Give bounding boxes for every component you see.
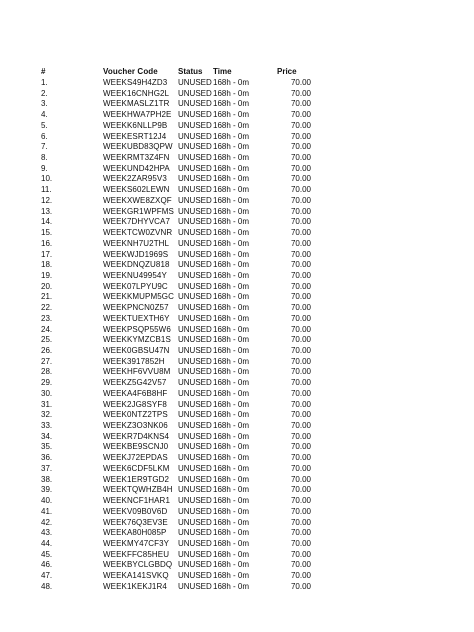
table-row	[0, 496, 474, 506]
voucher-code: WEEKTUEXTH6Y	[103, 313, 170, 323]
time: 168h - 0m	[213, 528, 250, 538]
voucher-code: WEEKGR1WPFMS	[103, 206, 174, 216]
status: UNUSED	[178, 410, 212, 420]
row-number: 39.	[41, 485, 53, 495]
table-row	[0, 442, 474, 452]
price: 70.00	[290, 560, 311, 570]
voucher-code: WEEKA80H085P	[103, 528, 167, 538]
price: 70.00	[290, 281, 311, 291]
voucher-code: WEEKESRT12J4	[103, 131, 167, 141]
time: 168h - 0m	[213, 517, 250, 527]
time: 168h - 0m	[213, 549, 250, 559]
table-row	[0, 357, 474, 367]
status: UNUSED	[178, 238, 212, 248]
voucher-code: WEEKBE9SCNJ0	[103, 442, 169, 452]
time: 168h - 0m	[213, 442, 250, 452]
table-row	[0, 453, 474, 463]
time: 168h - 0m	[213, 538, 250, 548]
status: UNUSED	[178, 206, 212, 216]
time: 168h - 0m	[213, 378, 250, 388]
status: UNUSED	[178, 270, 212, 280]
table-row	[0, 99, 474, 109]
time: 168h - 0m	[213, 185, 250, 195]
status: UNUSED	[178, 153, 212, 163]
price: 70.00	[290, 463, 311, 473]
price: 70.00	[290, 410, 311, 420]
header-price: Price	[277, 67, 297, 76]
price: 70.00	[290, 78, 311, 87]
voucher-code: WEEKKMUPM5GC	[103, 292, 174, 302]
row-number: 12.	[41, 195, 53, 205]
row-number: 48.	[41, 581, 53, 591]
row-number: 21.	[41, 292, 53, 302]
time: 168h - 0m	[213, 260, 250, 270]
status: UNUSED	[178, 356, 212, 366]
time: 168h - 0m	[213, 399, 250, 409]
table-row	[0, 550, 474, 560]
time: 168h - 0m	[213, 142, 250, 152]
row-number: 47.	[41, 571, 53, 581]
time: 168h - 0m	[213, 120, 250, 130]
time: 168h - 0m	[213, 571, 250, 581]
time: 168h - 0m	[213, 88, 250, 98]
price: 70.00	[290, 346, 311, 355]
row-number: 23.	[41, 313, 53, 323]
time: 168h - 0m	[213, 474, 250, 484]
time: 168h - 0m	[213, 99, 250, 109]
status: UNUSED	[178, 292, 212, 302]
time: 168h - 0m	[213, 131, 250, 141]
table-row	[0, 164, 474, 174]
price: 70.00	[290, 378, 311, 388]
price: 70.00	[290, 217, 311, 227]
price: 70.00	[290, 313, 311, 323]
table-row	[0, 582, 474, 592]
status: UNUSED	[178, 88, 212, 98]
table-row	[0, 292, 474, 302]
price: 70.00	[290, 485, 311, 495]
time: 168h - 0m	[213, 195, 250, 205]
row-number: 17.	[41, 249, 53, 259]
status: UNUSED	[178, 324, 212, 334]
price: 70.00	[290, 421, 311, 431]
voucher-code: WEEKHF6VVU8M	[103, 367, 171, 377]
price: 70.00	[290, 388, 311, 398]
voucher-code: WEEK1ER9TGD2	[103, 474, 170, 484]
voucher-code: WEEK6CDF5LKM	[103, 463, 170, 473]
status: UNUSED	[178, 174, 212, 184]
table-row	[0, 196, 474, 206]
table-row	[0, 432, 474, 442]
price: 70.00	[290, 292, 311, 302]
price: 70.00	[290, 474, 311, 484]
time: 168h - 0m	[213, 110, 250, 120]
status: UNUSED	[178, 217, 212, 227]
price: 70.00	[290, 367, 311, 377]
time: 168h - 0m	[213, 292, 250, 302]
time: 168h - 0m	[213, 335, 250, 345]
table-header	[0, 67, 474, 77]
row-number: 13.	[41, 206, 53, 216]
price: 70.00	[290, 335, 311, 345]
price: 70.00	[290, 453, 311, 463]
time: 168h - 0m	[213, 485, 250, 495]
voucher-code: WEEKS49H4ZD3	[103, 78, 168, 87]
price: 70.00	[290, 185, 311, 195]
time: 168h - 0m	[213, 324, 250, 334]
voucher-code: WEEKPNCN0Z57	[103, 303, 169, 313]
price: 70.00	[290, 99, 311, 109]
status: UNUSED	[178, 506, 212, 516]
table-row	[0, 389, 474, 399]
table-row	[0, 325, 474, 335]
row-number: 27.	[41, 356, 53, 366]
time: 168h - 0m	[213, 388, 250, 398]
price: 70.00	[290, 260, 311, 270]
voucher-code: WEEKPSQP55W6	[103, 324, 171, 334]
voucher-code: WEEKMASLZ1TR	[103, 99, 170, 109]
table-row	[0, 314, 474, 324]
status: UNUSED	[178, 185, 212, 195]
status: UNUSED	[178, 346, 212, 355]
status: UNUSED	[178, 474, 212, 484]
voucher-code: WEEK16CNHG2L	[103, 88, 170, 98]
price: 70.00	[290, 303, 311, 313]
status: UNUSED	[178, 249, 212, 259]
row-number: 43.	[41, 528, 53, 538]
row-number: 7.	[41, 142, 48, 152]
row-number: 15.	[41, 228, 53, 238]
price: 70.00	[290, 431, 311, 441]
table-row	[0, 89, 474, 99]
table-row	[0, 78, 474, 88]
row-number: 28.	[41, 367, 53, 377]
status: UNUSED	[178, 110, 212, 120]
status: UNUSED	[178, 78, 212, 87]
table-row	[0, 421, 474, 431]
row-number: 9.	[41, 163, 48, 173]
price: 70.00	[290, 174, 311, 184]
voucher-code: WEEKJ72EPDAS	[103, 453, 168, 463]
status: UNUSED	[178, 388, 212, 398]
table-row	[0, 303, 474, 313]
status: UNUSED	[178, 99, 212, 109]
time: 168h - 0m	[213, 496, 250, 506]
time: 168h - 0m	[213, 174, 250, 184]
price: 70.00	[290, 238, 311, 248]
status: UNUSED	[178, 421, 212, 431]
row-number: 36.	[41, 453, 53, 463]
table-row	[0, 271, 474, 281]
table-row	[0, 367, 474, 377]
table-row	[0, 250, 474, 260]
status: UNUSED	[178, 581, 212, 591]
row-number: 31.	[41, 399, 53, 409]
voucher-code: WEEKNCF1HAR1	[103, 496, 170, 506]
price: 70.00	[290, 506, 311, 516]
time: 168h - 0m	[213, 238, 250, 248]
voucher-code: WEEKTCW0ZVNR	[103, 228, 173, 238]
price: 70.00	[290, 88, 311, 98]
row-number: 41.	[41, 506, 53, 516]
status: UNUSED	[178, 399, 212, 409]
table-row	[0, 485, 474, 495]
row-number: 42.	[41, 517, 53, 527]
row-number: 5.	[41, 120, 48, 130]
time: 168h - 0m	[213, 270, 250, 280]
table-row	[0, 207, 474, 217]
voucher-code: WEEKR7D4KNS4	[103, 431, 170, 441]
price: 70.00	[290, 270, 311, 280]
time: 168h - 0m	[213, 153, 250, 163]
row-number: 4.	[41, 110, 48, 120]
row-number: 46.	[41, 560, 53, 570]
row-number: 37.	[41, 463, 53, 473]
voucher-code: WEEKXWE8ZXQF	[103, 195, 172, 205]
voucher-code: WEEKNU49954Y	[103, 270, 167, 280]
status: UNUSED	[178, 538, 212, 548]
header-time: Time	[213, 67, 232, 76]
status: UNUSED	[178, 303, 212, 313]
table-row	[0, 400, 474, 410]
voucher-code: WEEKA4F6B8HF	[103, 388, 168, 398]
time: 168h - 0m	[213, 367, 250, 377]
row-number: 18.	[41, 260, 53, 270]
voucher-code: WEEKKYMZCB1S	[103, 335, 171, 345]
header-num: #	[41, 67, 46, 76]
price: 70.00	[290, 249, 311, 259]
table-row	[0, 410, 474, 420]
row-number: 45.	[41, 549, 53, 559]
table-row	[0, 110, 474, 120]
time: 168h - 0m	[213, 206, 250, 216]
row-number: 6.	[41, 131, 48, 141]
price: 70.00	[290, 528, 311, 538]
time: 168h - 0m	[213, 217, 250, 227]
status: UNUSED	[178, 281, 212, 291]
status: UNUSED	[178, 560, 212, 570]
voucher-code: WEEKMY47CF3Y	[103, 538, 170, 548]
price: 70.00	[290, 110, 311, 120]
row-number: 34.	[41, 431, 53, 441]
table-row	[0, 528, 474, 538]
price: 70.00	[290, 517, 311, 527]
status: UNUSED	[178, 120, 212, 130]
table-row	[0, 142, 474, 152]
status: UNUSED	[178, 549, 212, 559]
price: 70.00	[290, 142, 311, 152]
voucher-code: WEEKUBD83QPW	[103, 142, 173, 152]
row-number: 8.	[41, 153, 48, 163]
row-number: 24.	[41, 324, 53, 334]
voucher-code: WEEKBYCLGBDQ	[103, 560, 173, 570]
row-number: 10.	[41, 174, 53, 184]
time: 168h - 0m	[213, 303, 250, 313]
status: UNUSED	[178, 463, 212, 473]
status: UNUSED	[178, 496, 212, 506]
price: 70.00	[290, 206, 311, 216]
voucher-code: WEEK3917852H	[103, 356, 165, 366]
row-number: 16.	[41, 238, 53, 248]
row-number: 22.	[41, 303, 53, 313]
row-number: 1.	[41, 78, 48, 87]
price: 70.00	[290, 195, 311, 205]
price: 70.00	[290, 131, 311, 141]
status: UNUSED	[178, 453, 212, 463]
price: 70.00	[290, 581, 311, 591]
table-row	[0, 239, 474, 249]
table-row	[0, 571, 474, 581]
row-number: 40.	[41, 496, 53, 506]
price: 70.00	[290, 442, 311, 452]
time: 168h - 0m	[213, 506, 250, 516]
row-number: 26.	[41, 346, 53, 355]
price: 70.00	[290, 538, 311, 548]
table-row	[0, 282, 474, 292]
row-number: 19.	[41, 270, 53, 280]
voucher-code: WEEKV09B0V6D	[103, 506, 168, 516]
table-row	[0, 518, 474, 528]
voucher-code: WEEKRMT3Z4FN	[103, 153, 170, 163]
voucher-code: WEEKZ3O3NK06	[103, 421, 168, 431]
voucher-code: WEEK7DHYVCA7	[103, 217, 170, 227]
time: 168h - 0m	[213, 581, 250, 591]
status: UNUSED	[178, 442, 212, 452]
header-status: Status	[178, 67, 203, 76]
row-number: 3.	[41, 99, 48, 109]
time: 168h - 0m	[213, 463, 250, 473]
table-row	[0, 378, 474, 388]
voucher-code: WEEKTQWHZB4H	[103, 485, 173, 495]
table-row	[0, 228, 474, 238]
row-number: 11.	[41, 185, 52, 195]
voucher-code: WEEKK6NLLP9B	[103, 120, 168, 130]
row-number: 2.	[41, 88, 48, 98]
time: 168h - 0m	[213, 421, 250, 431]
table-row	[0, 346, 474, 356]
table-row	[0, 539, 474, 549]
voucher-code: WEEKZ5G42V57	[103, 378, 167, 388]
price: 70.00	[290, 399, 311, 409]
voucher-code: WEEKNH7U2THL	[103, 238, 170, 248]
row-number: 25.	[41, 335, 53, 345]
voucher-code: WEEKWJD1969S	[103, 249, 169, 259]
voucher-code: WEEK76Q3EV3E	[103, 517, 168, 527]
time: 168h - 0m	[213, 249, 250, 259]
time: 168h - 0m	[213, 281, 250, 291]
voucher-code: WEEK2ZAR95V3	[103, 174, 167, 184]
table-row	[0, 153, 474, 163]
voucher-code: WEEK1KEKJ1R4	[103, 581, 167, 591]
voucher-code: WEEK0GBSU47N	[103, 346, 170, 355]
status: UNUSED	[178, 485, 212, 495]
time: 168h - 0m	[213, 356, 250, 366]
voucher-code: WEEK07LPYU9C	[103, 281, 168, 291]
status: UNUSED	[178, 163, 212, 173]
price: 70.00	[290, 496, 311, 506]
table-row	[0, 185, 474, 195]
status: UNUSED	[178, 195, 212, 205]
status: UNUSED	[178, 517, 212, 527]
price: 70.00	[290, 571, 311, 581]
time: 168h - 0m	[213, 560, 250, 570]
row-number: 33.	[41, 421, 53, 431]
voucher-code: WEEKUND42HPA	[103, 163, 170, 173]
table-row	[0, 507, 474, 517]
time: 168h - 0m	[213, 78, 250, 87]
status: UNUSED	[178, 335, 212, 345]
row-number: 38.	[41, 474, 53, 484]
time: 168h - 0m	[213, 313, 250, 323]
table-row	[0, 174, 474, 184]
table-row	[0, 335, 474, 345]
table-row	[0, 560, 474, 570]
row-number: 30.	[41, 388, 53, 398]
time: 168h - 0m	[213, 163, 250, 173]
table-row	[0, 475, 474, 485]
table-row	[0, 121, 474, 131]
table-row	[0, 132, 474, 142]
status: UNUSED	[178, 228, 212, 238]
status: UNUSED	[178, 313, 212, 323]
voucher-code: WEEK0NTZ2TPS	[103, 410, 168, 420]
status: UNUSED	[178, 571, 212, 581]
price: 70.00	[290, 549, 311, 559]
status: UNUSED	[178, 260, 212, 270]
header-voucher-code: Voucher Code	[103, 67, 158, 76]
table-row	[0, 260, 474, 270]
voucher-code: WEEKFFC85HEU	[103, 549, 170, 559]
voucher-code: WEEKDNQZU818	[103, 260, 170, 270]
voucher-code: WEEKA141SVKQ	[103, 571, 169, 581]
status: UNUSED	[178, 378, 212, 388]
price: 70.00	[290, 228, 311, 238]
time: 168h - 0m	[213, 346, 250, 355]
voucher-code: WEEK2JG8SYF8	[103, 399, 167, 409]
time: 168h - 0m	[213, 410, 250, 420]
row-number: 14.	[41, 217, 53, 227]
row-number: 29.	[41, 378, 53, 388]
price: 70.00	[290, 153, 311, 163]
row-number: 20.	[41, 281, 53, 291]
time: 168h - 0m	[213, 228, 250, 238]
status: UNUSED	[178, 142, 212, 152]
price: 70.00	[290, 324, 311, 334]
row-number: 44.	[41, 538, 53, 548]
status: UNUSED	[178, 431, 212, 441]
row-number: 32.	[41, 410, 53, 420]
price: 70.00	[290, 356, 311, 366]
row-number: 35.	[41, 442, 53, 452]
table-row	[0, 464, 474, 474]
time: 168h - 0m	[213, 431, 250, 441]
status: UNUSED	[178, 367, 212, 377]
price: 70.00	[290, 163, 311, 173]
voucher-code: WEEKS602LEWN	[103, 185, 170, 195]
status: UNUSED	[178, 131, 212, 141]
status: UNUSED	[178, 528, 212, 538]
table-row	[0, 217, 474, 227]
price: 70.00	[290, 120, 311, 130]
time: 168h - 0m	[213, 453, 250, 463]
voucher-code: WEEKHWA7PH2E	[103, 110, 172, 120]
